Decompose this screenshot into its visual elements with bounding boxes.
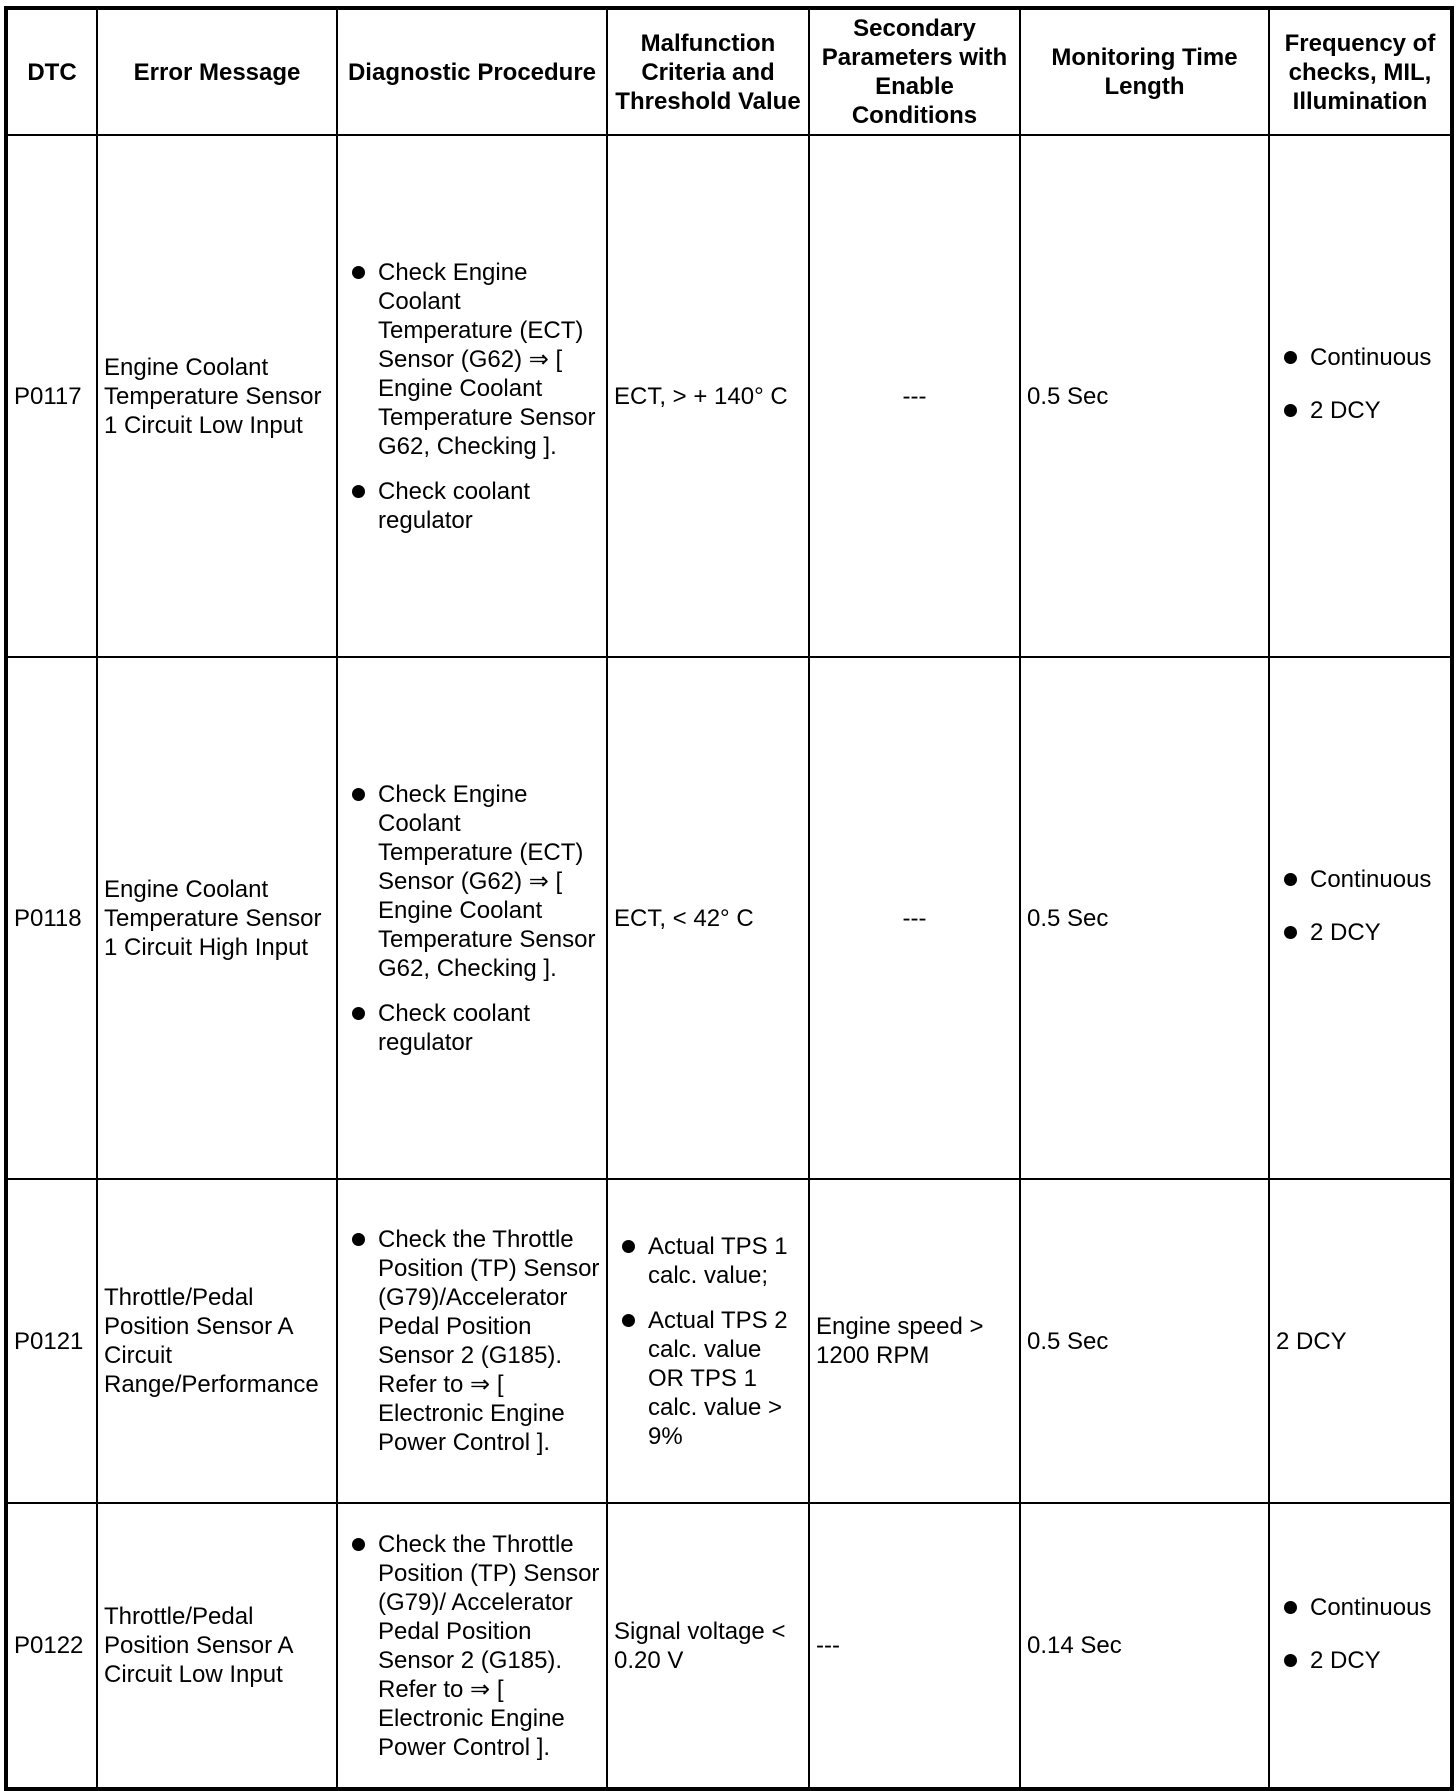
list-item xyxy=(1276,1593,1444,1622)
diagnostic-procedure xyxy=(337,657,607,1179)
list-item xyxy=(344,1530,600,1762)
bullet-icon xyxy=(352,1007,365,1020)
malfunction-criteria: ECT, > + 140° C xyxy=(607,135,809,657)
frequency-item: 2 DCY xyxy=(1310,397,1381,424)
header-row xyxy=(6,8,1452,135)
frequency xyxy=(1269,657,1452,1179)
error-message: Throttle/Pedal Position Sensor A Circuit Low Input xyxy=(97,1503,337,1789)
header-malfunction-criteria: Malfunction Criteria and Threshold Value xyxy=(607,8,809,135)
header-monitoring-time: Monitoring Time Length xyxy=(1020,8,1269,135)
diagnostic-procedure xyxy=(337,1503,607,1789)
frequency-item: Continuous xyxy=(1310,344,1432,371)
table-row xyxy=(6,135,1452,657)
monitoring-time: 0.5 Sec xyxy=(1020,1179,1269,1503)
header-dtc: DTC xyxy=(6,8,97,135)
diagnostic-procedure xyxy=(337,1179,607,1503)
procedure-step: Check the Throttle Position (TP) Sensor (G79)/Accelerator Pedal Position Sensor 2 (G185). Refer to ⇒ [ Electronic Engine Power Control ]. xyxy=(378,1226,600,1456)
bullet-icon xyxy=(352,788,365,801)
bullet-icon xyxy=(352,1538,365,1551)
frequency-item: Continuous xyxy=(1310,866,1432,893)
bullet-icon xyxy=(1284,351,1297,364)
bullet-icon xyxy=(1284,404,1297,417)
criteria-item: Actual TPS 1 calc. value; xyxy=(648,1232,788,1289)
secondary-parameters: --- xyxy=(809,1503,1020,1789)
bullet-icon xyxy=(622,1240,635,1253)
malfunction-criteria: ECT, < 42° C xyxy=(607,657,809,1179)
monitoring-time: 0.5 Sec xyxy=(1020,135,1269,657)
list-item xyxy=(614,1232,802,1290)
procedure-step: Check Engine Coolant Temperature (ECT) Sensor (G62) ⇒ [ Engine Coolant Temperature Sensor G62, Checking ]. xyxy=(378,258,596,460)
dtc-code: P0121 xyxy=(6,1179,97,1503)
bullet-icon xyxy=(1284,873,1297,886)
bullet-icon xyxy=(1284,1601,1297,1614)
frequency-item: Continuous xyxy=(1310,1593,1432,1621)
error-message: Engine Coolant Temperature Sensor 1 Circuit Low Input xyxy=(97,135,337,657)
list-item xyxy=(1276,396,1444,425)
bullet-icon xyxy=(352,1233,365,1246)
table-row xyxy=(6,657,1452,1179)
list-item xyxy=(344,999,600,1057)
list-item xyxy=(344,258,600,461)
bullet-icon xyxy=(1284,1654,1297,1667)
list-item xyxy=(344,780,600,983)
list-item xyxy=(344,1225,600,1457)
bullet-icon xyxy=(352,266,365,279)
frequency xyxy=(1269,135,1452,657)
procedure-step: Check Engine Coolant Temperature (ECT) Sensor (G62) ⇒ [ Engine Coolant Temperature Sensor G62, Checking ]. xyxy=(378,780,596,982)
procedure-step: Check the Throttle Position (TP) Sensor (G79)/ Accelerator Pedal Position Sensor 2 (G185). Refer to ⇒ [ Electronic Engine Power Control ]. xyxy=(378,1530,600,1761)
dtc-code: P0118 xyxy=(6,657,97,1179)
procedure-step: Check coolant regulator xyxy=(378,477,531,534)
secondary-parameters: --- xyxy=(809,657,1020,1179)
list-item xyxy=(344,477,600,535)
table-row xyxy=(6,1503,1452,1789)
diagnostic-procedure xyxy=(337,135,607,657)
monitoring-time: 0.14 Sec xyxy=(1020,1503,1269,1789)
dtc-code: P0122 xyxy=(6,1503,97,1789)
header-diagnostic-procedure: Diagnostic Procedure xyxy=(337,8,607,135)
list-item xyxy=(1276,343,1444,372)
list-item xyxy=(1276,1646,1444,1675)
secondary-parameters: --- xyxy=(809,135,1020,657)
bullet-icon xyxy=(1284,926,1297,939)
dtc-code: P0117 xyxy=(6,135,97,657)
header-frequency: Frequency of checks, MIL, Illumination xyxy=(1269,8,1452,135)
dtc-table xyxy=(4,6,1454,1791)
malfunction-criteria: Signal voltage < 0.20 V xyxy=(607,1503,809,1789)
error-message: Engine Coolant Temperature Sensor 1 Circuit High Input xyxy=(97,657,337,1179)
monitoring-time: 0.5 Sec xyxy=(1020,657,1269,1179)
error-message: Throttle/Pedal Position Sensor A Circuit Range/Performance xyxy=(97,1179,337,1503)
bullet-icon xyxy=(622,1314,635,1327)
header-secondary-parameters: Secondary Parameters with Enable Conditions xyxy=(809,8,1020,135)
header-error-message: Error Message xyxy=(97,8,337,135)
list-item xyxy=(1276,918,1444,947)
frequency-item: 2 DCY xyxy=(1310,919,1381,946)
table-row xyxy=(6,1179,1452,1503)
frequency xyxy=(1269,1503,1452,1789)
procedure-step: Check coolant regulator xyxy=(378,999,531,1056)
frequency: 2 DCY xyxy=(1269,1179,1452,1503)
malfunction-criteria xyxy=(607,1179,809,1503)
bullet-icon xyxy=(352,485,365,498)
criteria-item: Actual TPS 2 calc. value OR TPS 1 calc. value > 9% xyxy=(648,1306,788,1450)
secondary-parameters: Engine speed > 1200 RPM xyxy=(809,1179,1020,1503)
list-item xyxy=(614,1306,802,1451)
list-item xyxy=(1276,865,1444,894)
frequency-item: 2 DCY xyxy=(1310,1646,1381,1674)
